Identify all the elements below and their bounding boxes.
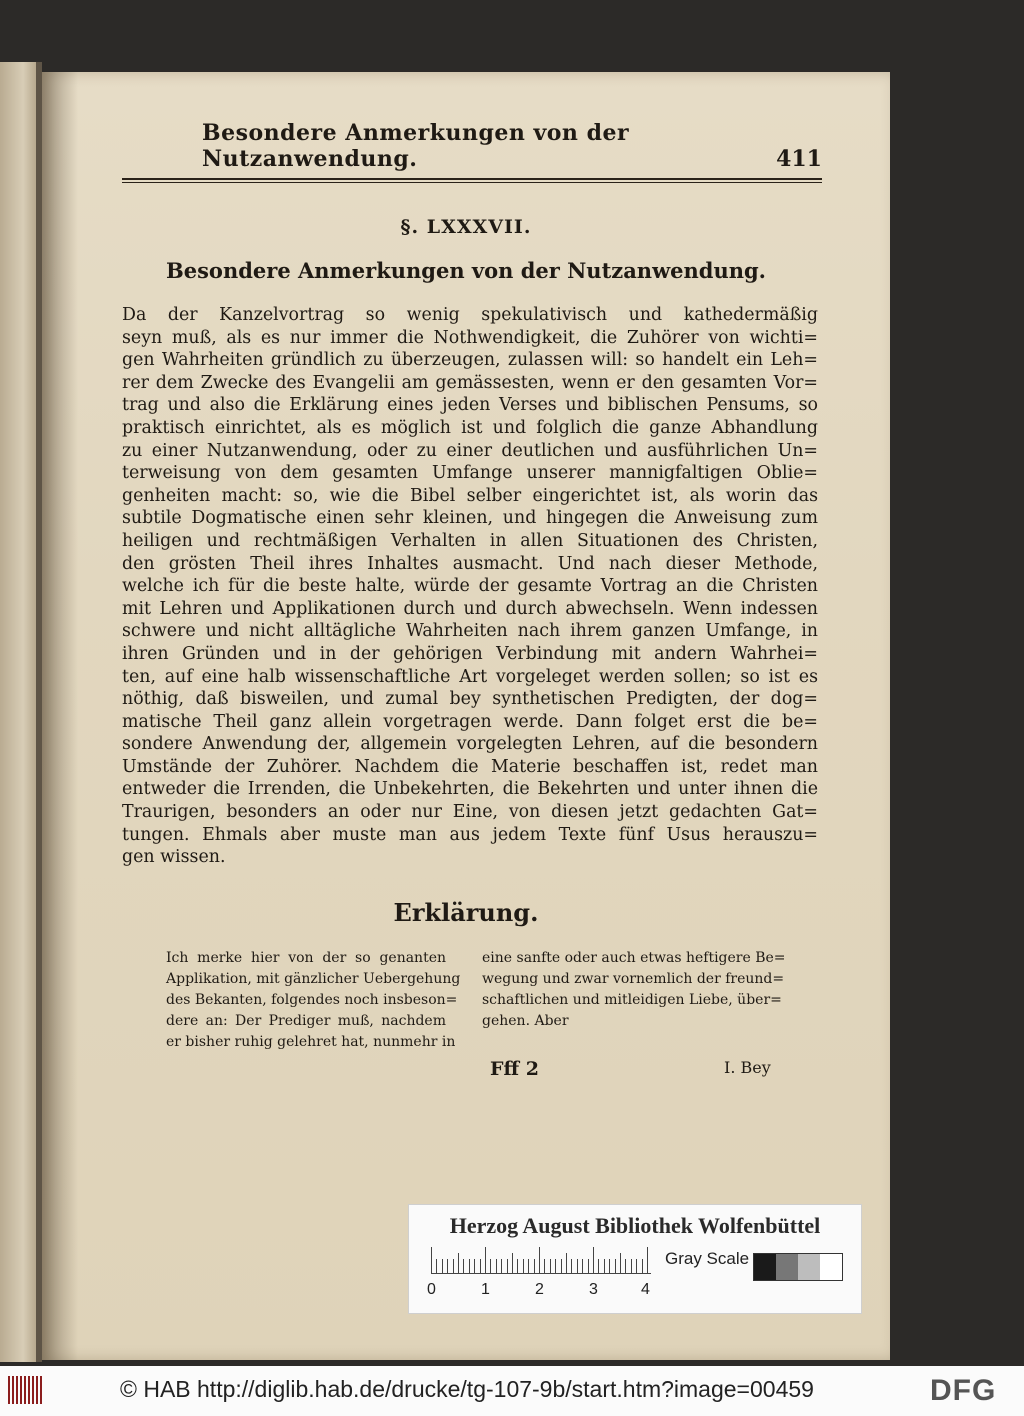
ruler-tick [636, 1259, 637, 1273]
book-page [42, 72, 890, 1360]
text-line: Applikation, mit gänzlicher Uebergehung [166, 971, 461, 987]
ruler-tick [490, 1259, 491, 1273]
grayscale-swatch [776, 1254, 798, 1280]
text-line: zu einer Nutzanwendung, oder zu einer deutlichen und ausführlichen Un= [122, 440, 818, 461]
text-line: mit Lehren und Applikationen durch und durch abwechseln. Wenn indessen [122, 598, 818, 619]
text-line: tungen. Ehmals aber muste man aus jedem Texte fünf Usus herauszu= [122, 824, 818, 845]
running-head: Besondere Anmerkungen von der Nutzanwendung. [202, 120, 630, 172]
text-line: genheiten macht: so, wie die Bibel selber eingerichtet ist, als worin das [122, 485, 818, 506]
text-line: entweder die Irrenden, die Unbekehrten, die Bekehrten und unter ihnen die [122, 779, 818, 800]
text-line: welche ich für die beste halte, würde der gesamte Vortrag an die Christen [122, 576, 818, 597]
header-rule [122, 178, 822, 183]
ruler-tick [453, 1259, 454, 1273]
text-line: schaftlichen und mitleidigen Liebe, über= [482, 992, 782, 1008]
library-color-card [408, 1204, 862, 1314]
ruler-tick [480, 1259, 481, 1273]
ruler-tick [625, 1259, 626, 1273]
ruler-tick [544, 1259, 545, 1273]
ruler-tick [561, 1259, 562, 1273]
text-line: gehen. Aber [482, 1013, 569, 1029]
text-line: Umstände der Zuhörer. Nachdem die Materie beschaffen ist, redet man [122, 756, 818, 777]
ruler-tick [571, 1259, 572, 1273]
grayscale-swatch [820, 1254, 842, 1280]
text-line: trag und also die Erklärung eines jeden Verses und biblischen Pensums, so [122, 395, 818, 416]
ruler-tick [501, 1259, 502, 1273]
library-name: Herzog August Bibliothek Wolfenbüttel [449, 1213, 821, 1238]
ruler-tick [458, 1253, 459, 1273]
footer-bar [0, 1366, 1024, 1416]
ruler-tick [566, 1253, 567, 1273]
scale-ruler [431, 1245, 651, 1274]
text-line: Da der Kanzelvortrag so wenig spekulativisch und kathedermäßig [122, 305, 818, 325]
ruler-tick [485, 1247, 486, 1273]
ruler-tick [431, 1247, 432, 1273]
text-line: des Bekanten, folgendes noch insbeson= [166, 992, 458, 1008]
signature-mark: Fff 2 [490, 1058, 539, 1080]
text-line: seyn muß, als es nur immer die Nothwendigkeit, die Zuhörer von wichti= [122, 327, 818, 348]
catchword: I. Bey [724, 1058, 771, 1077]
ruler-tick [615, 1259, 616, 1273]
ruler-tick [463, 1259, 464, 1273]
text-line: Ich merke hier von der so genanten [166, 950, 446, 966]
text-line: wegung und zwar vornemlich der freund= [482, 971, 785, 987]
ruler-tick [442, 1259, 443, 1273]
ruler-tick [577, 1259, 578, 1273]
ruler-tick [436, 1259, 437, 1273]
left-column [166, 948, 461, 1053]
text-line: heiligen und rechtmäßigen Verhalten in allen Situationen des Christen, [122, 530, 818, 551]
ruler-tick [469, 1259, 470, 1273]
grayscale-swatches [753, 1253, 843, 1281]
section-heading: Besondere Anmerkungen von der Nutzanwendung. [166, 258, 766, 283]
text-line: gen wissen. [122, 847, 226, 868]
ruler-tick [647, 1247, 648, 1273]
subheading: Erklärung. [393, 898, 539, 927]
ruler-tick [550, 1259, 551, 1273]
ruler-tick [631, 1259, 632, 1273]
ruler-tick [604, 1259, 605, 1273]
body-paragraph [122, 304, 818, 869]
text-line: ihren Gründen und in der gehörigen Verbindung mit andern Wahrhei= [122, 643, 818, 664]
text-line: nöthig, daß bisweilen, und zumal bey synthetischen Predigten, der dog= [122, 689, 818, 710]
text-line: schwere und nicht alltägliche Wahrheiten nach ihrem ganzen Umfange, in [122, 621, 818, 642]
text-line: er bisher ruhig gelehret hat, nunmehr in [166, 1034, 456, 1050]
ruler-number: 2 [535, 1281, 544, 1298]
ruler-tick [598, 1259, 599, 1273]
ruler-tick [517, 1259, 518, 1273]
text-line: gen Wahrheiten gründlich zu überzeugen, zulassen will: so handelt ein Leh= [122, 350, 818, 371]
text-line: den grösten Theil ihres Inhaltes ausmacht. Und nach dieser Methode, [122, 553, 818, 574]
copyright-link[interactable]: © HAB http://diglib.hab.de/drucke/tg-107-9b/start.htm?image=00459 [120, 1376, 814, 1402]
ruler-tick [555, 1259, 556, 1273]
ruler-tick [528, 1259, 529, 1273]
running-header [202, 120, 822, 172]
ruler-tick [534, 1259, 535, 1273]
grayscale-swatch [798, 1254, 820, 1280]
ruler-tick [539, 1247, 540, 1273]
ruler-tick [593, 1247, 594, 1273]
grayscale-swatch [754, 1254, 776, 1280]
text-line: Traurigen, besonders an oder nur Eine, von diesen jetzt gedachten Gat= [122, 802, 818, 823]
ruler-number: 1 [481, 1281, 490, 1298]
ruler-tick [582, 1259, 583, 1273]
ruler-tick [507, 1259, 508, 1273]
dfg-logo: DFG [930, 1374, 997, 1407]
ruler-tick [512, 1253, 513, 1273]
text-line: eine sanfte oder auch etwas heftigere Be= [482, 950, 786, 966]
text-line: sondere Anwendung der, allgemein vorgelegten Lehren, auf die besondern [122, 734, 818, 755]
right-column [482, 948, 786, 1032]
ruler-tick [620, 1253, 621, 1273]
ruler-tick [496, 1259, 497, 1273]
ruler-tick [609, 1259, 610, 1273]
ruler-number: 4 [641, 1281, 650, 1298]
ruler-tick [642, 1259, 643, 1273]
ruler-tick [523, 1259, 524, 1273]
text-line: rer dem Zwecke des Evangelii am gemässesten, wenn er den gesamten Vor= [122, 372, 818, 393]
ruler-number: 0 [427, 1281, 436, 1298]
section-number: §. LXXXVII. [400, 216, 532, 238]
ruler-tick [588, 1259, 589, 1273]
page-number: 411 [776, 146, 822, 172]
ruler-tick [447, 1259, 448, 1273]
text-line: dere an: Der Prediger muß, nachdem [166, 1013, 446, 1029]
spine-shadow [42, 72, 78, 1360]
barcode-logo-icon [8, 1376, 44, 1404]
text-line: matische Theil ganz allein vorgetragen werde. Dann folget erst die be= [122, 711, 818, 732]
text-line: subtile Dogmatische einen sehr kleinen, und hingegen die Anweisung zum [122, 508, 818, 529]
grayscale-label: Gray Scale [665, 1249, 750, 1268]
ruler-tick [474, 1259, 475, 1273]
text-line: terweisung von dem gesamten Umfange unserer mannigfaltigen Oblie= [122, 463, 818, 484]
ruler-number: 3 [589, 1281, 598, 1298]
text-line: praktisch einrichtet, als es möglich ist und folglich die ganze Abhandlung [122, 417, 818, 438]
text-line: ten, auf eine halb wissenschaftliche Art vorgeleget werden sollen; so ist es [122, 666, 818, 687]
